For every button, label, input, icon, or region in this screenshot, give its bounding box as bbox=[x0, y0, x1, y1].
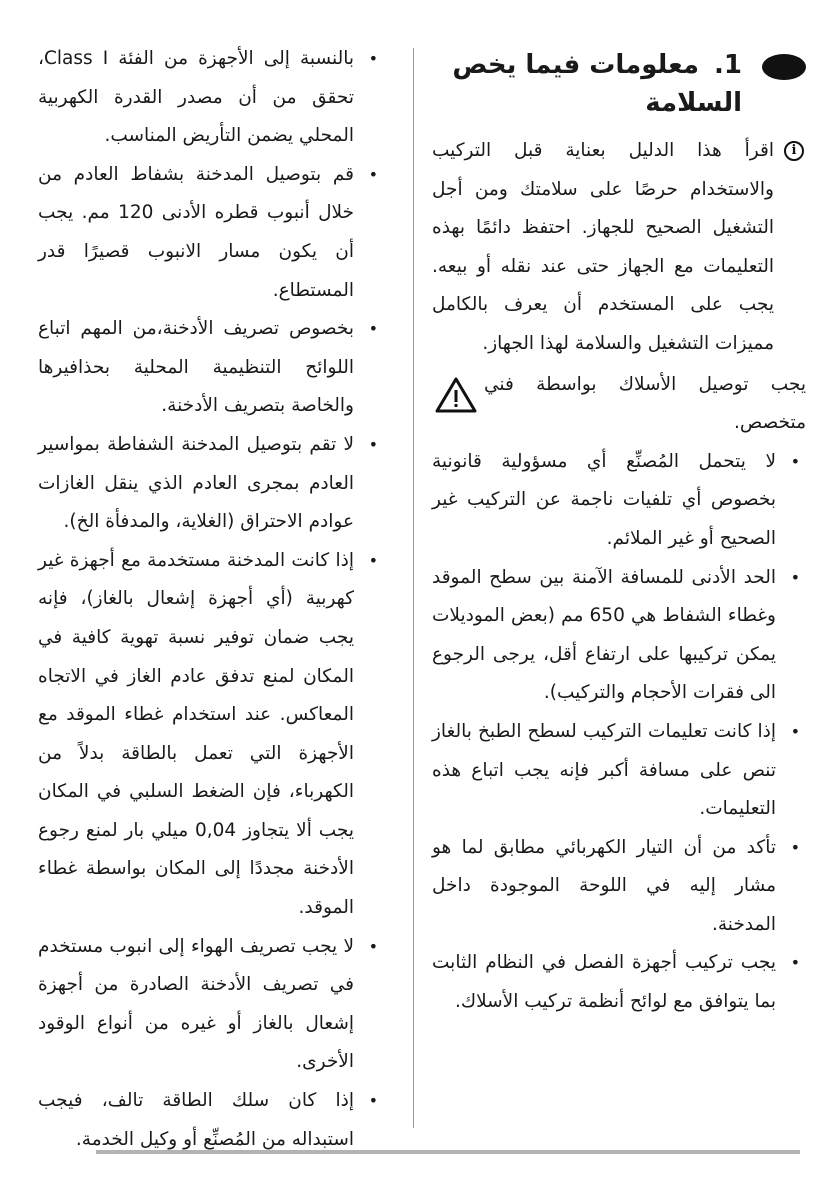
section-title-line2: السلامة bbox=[645, 88, 742, 118]
info-icon: i bbox=[784, 141, 804, 161]
section-bullet-icon bbox=[762, 54, 806, 80]
list-item: • إذا كان سلك الطاقة تالف، فيجب استبداله من المُصنِّع أو وكيل الخدمة. bbox=[38, 1082, 384, 1159]
section-number: 1. bbox=[714, 50, 742, 80]
list-item: • قم بتوصيل المدخنة بشفاط العادم من خلال أنبوب قطره الأدنى 120 مم. يجب أن يكون مسار الانبوب قصيرًا قدر المستطاع. bbox=[38, 156, 384, 310]
list-item: • إذا كانت المدخنة مستخدمة مع أجهزة غير كهربية (أي أجهزة إشعال بالغاز)، فإنه يجب ضمان توفير نسبة تهوية كافية في المكان لمنع تدفق عادم الغاز في الاتجاه المعاكس. عند استخدام غطاء الموقد مع الأجهزة التي تعمل بالطاقة بدلاً من الكهرباء، فإن الضغط السلبي في المكان يجب ألا يتجاوز 0,04 ميلي بار لمنع رجوع الأدخنة مجددًا إلى المكان بواسطة غطاء الموقد. bbox=[38, 542, 384, 928]
list-item: • بالنسبة إلى الأجهزة من الفئة Class I، تحقق من أن مصدر القدرة الكهربية المحلي يضمن التأريض المناسب. bbox=[38, 40, 384, 156]
list-item: • لا يتحمل المُصنِّع أي مسؤولية قانونية بخصوص أي تلفيات ناجمة عن التركيب غير الصحيح أو غير الملائم. bbox=[432, 443, 806, 559]
list-item: • تأكد من أن التيار الكهربائي مطابق لما هو مشار إليه في اللوحة الموجودة داخل المدخنة. bbox=[432, 829, 806, 945]
heading-line-1 bbox=[432, 46, 742, 84]
list-item: • بخصوص تصريف الأدخنة،من المهم اتباع اللوائح التنظيمية المحلية بحذافيرها والخاصة بتصريف الأدخنة. bbox=[38, 310, 384, 426]
right-column bbox=[432, 40, 806, 1022]
left-bullet-list bbox=[38, 40, 384, 1159]
list-item: • يجب تركيب أجهزة الفصل في النظام الثابت بما يتوافق مع لوائح أنظمة تركيب الأسلاك. bbox=[432, 944, 806, 1021]
warning-triangle-icon bbox=[434, 376, 478, 414]
right-bullet-list bbox=[432, 443, 806, 1022]
warning-note-text: يجب توصيل الأسلاك بواسطة فني متخصص. bbox=[484, 373, 806, 434]
list-item: • لا يجب تصريف الهواء إلى انبوب مستخدم في تصريف الأدخنة الصادرة من أجهزة إشعال بالغاز أو غيره من أنواع الوقود الأخرى. bbox=[38, 928, 384, 1082]
column-divider bbox=[413, 48, 414, 1128]
left-column bbox=[38, 40, 384, 1159]
warning-note bbox=[432, 366, 806, 443]
section-title-line1: معلومات فيما يخص bbox=[452, 50, 699, 80]
list-item: • الحد الأدنى للمسافة الآمنة بين سطح الموقد وغطاء الشفاط هي 650 مم (بعض الموديلات يمكن تركيبها على ارتفاع أقل، يرجى الرجوع الى فقرات الأحجام والتركيب). bbox=[432, 559, 806, 713]
list-item: • لا تقم بتوصيل المدخنة الشفاطة بمواسير العادم بمجرى العادم الذي ينقل الغازات عوادم الاحتراق (الغلاية، والمدفأة الخ). bbox=[38, 426, 384, 542]
section-heading bbox=[432, 46, 806, 122]
intro-note bbox=[432, 132, 806, 364]
list-item: • إذا كانت تعليمات التركيب لسطح الطبخ بالغاز تنص على مسافة أكبر فإنه يجب اتباع هذه التعليمات. bbox=[432, 713, 806, 829]
footer-rule bbox=[96, 1150, 800, 1154]
intro-note-text: اقرأ هذا الدليل بعناية قبل التركيب والاستخدام حرصًا على سلامتك ومن أجل التشغيل الصحيح للجهاز. احتفظ دائمًا بهذه التعليمات مع الجهاز حتى عند نقله أو بيعه. يجب على المستخدم أن يعرف بالكامل مميزات التشغيل والسلامة لهذا الجهاز. bbox=[432, 140, 774, 354]
